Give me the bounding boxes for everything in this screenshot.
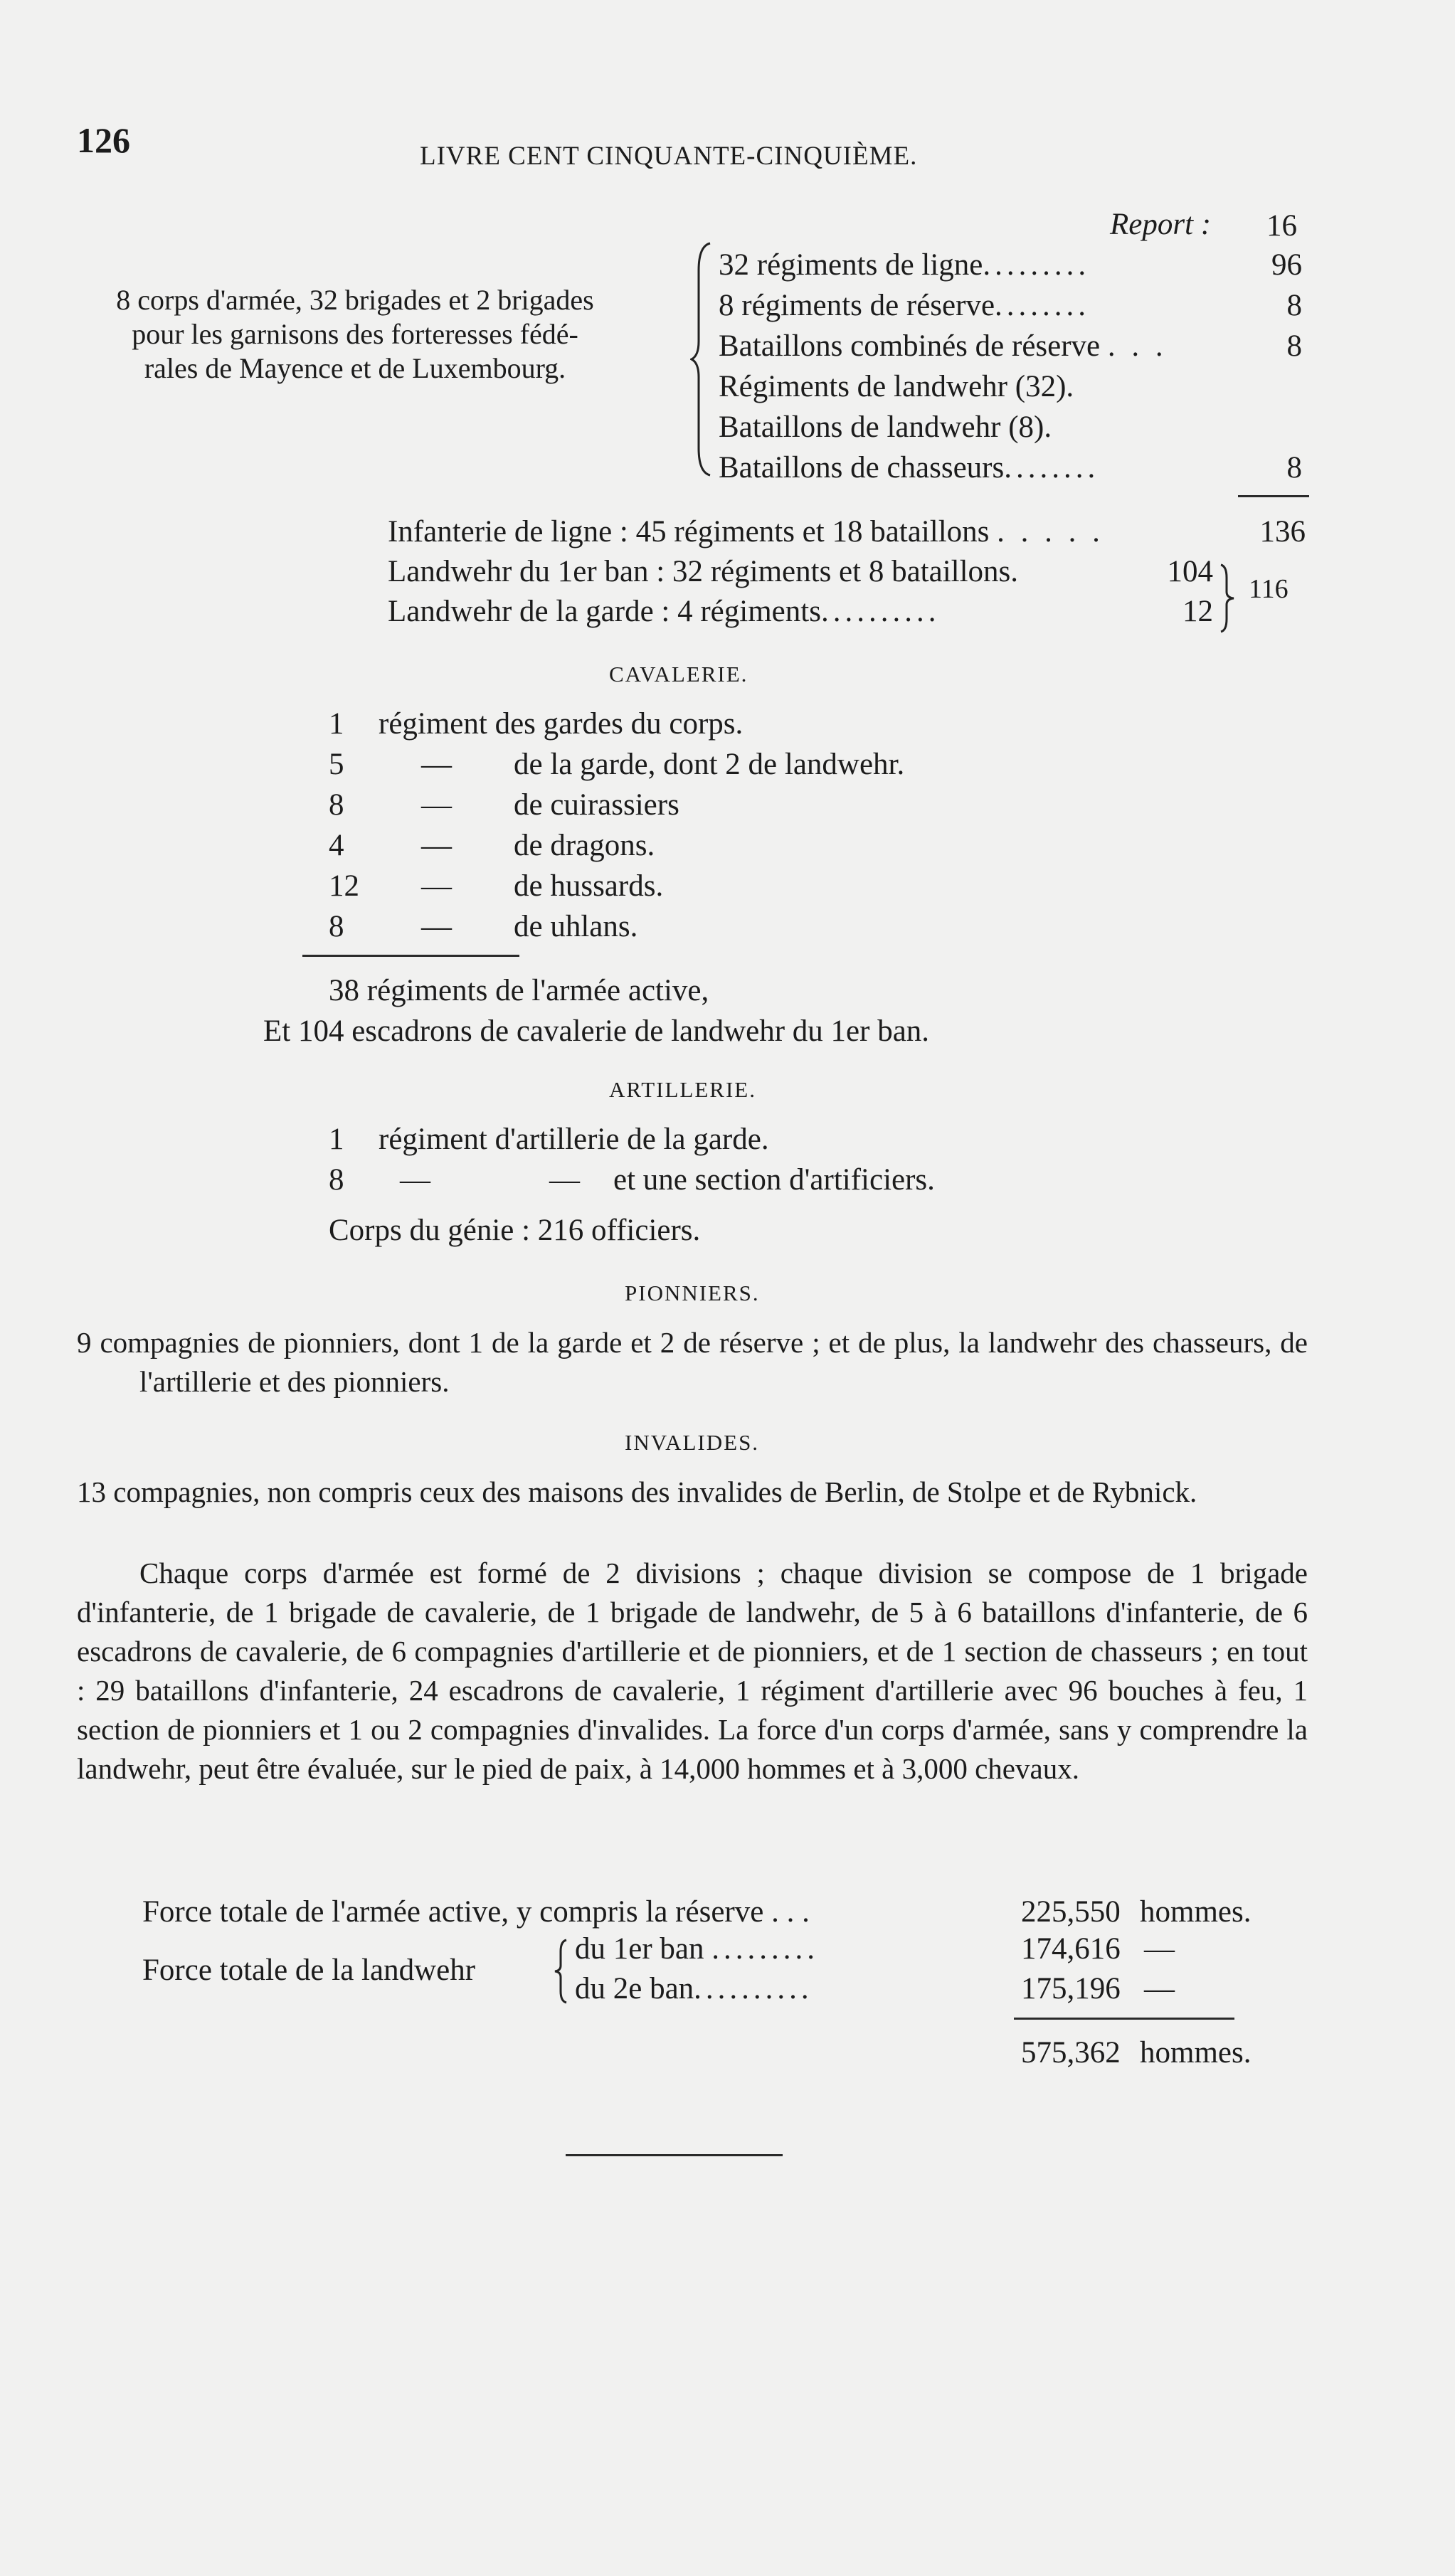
cav-row-6-text: de uhlans. [514,910,638,943]
art-row-1 [329,1120,769,1160]
invalides-heading: INVALIDES. [625,1430,760,1455]
ban1-dash: — [1144,1932,1175,1966]
cav-row-4-text: de dragons. [514,829,655,862]
corps-item-2: 8 régiments de réserve........ [719,289,1091,322]
infantry-brace-icon [1218,563,1237,633]
cavalerie-rule [302,955,519,957]
ban2-value: 175,196 [1021,1972,1121,2005]
corps-item-1-value: 96 [1271,248,1302,282]
cav-row-1-text: régiment des gardes du corps. [379,707,744,741]
running-title: LIVRE CENT CINQUANTE-CINQUIÈME. [420,142,918,171]
cav-row-2-text: de la garde, dont 2 de landwehr. [514,748,905,781]
cav-row-3 [329,785,679,825]
pionniers-text: 9 compagnies de pionniers, dont 1 de la garde et 2 de réserve ; et de plus, la landwehr des chasseurs, de l'artillerie et des pionniers. [77,1326,1308,1398]
cav-row-4-dash: — [421,829,452,862]
infantry-line-1-value: 136 [1259,515,1306,548]
invalides-text: 13 compagnies, non compris ceux des maisons des invalides de Berlin, de Stolpe et de Rybnick. [77,1475,1197,1508]
cav-row-6 [329,907,637,947]
force-landwehr-label: Force totale de la landwehr [142,1954,476,1987]
infantry-line-2: Landwehr du 1er ban : 32 régiments et 8 bataillons. [388,555,1019,588]
corps-item-1: 32 régiments de ligne......... [719,248,1091,282]
landwehr-brace-icon [554,1939,569,2004]
corps-item-3-value: 8 [1286,329,1302,363]
cav-row-6-dash: — [421,910,452,943]
report-value: 16 [1266,209,1297,243]
art-row-2-dash-1: — [400,1163,430,1197]
cavalerie-total-1: 38 régiments de l'armée active, [329,974,709,1007]
force-total-rule [1014,2018,1234,2020]
infantry-line-3-value: 12 [1182,595,1213,628]
corps-item-4: Régiments de landwehr (32). [719,370,1074,403]
cav-row-5-num: 12 [329,869,359,903]
ban2-dash: — [1144,1972,1175,2005]
corps-left-line-2: pour les garnisons des forteresses fédé- [132,318,578,350]
infantry-line-2-value: 104 [1167,555,1213,588]
ban1-value: 174,616 [1021,1932,1121,1966]
ban2-row: du 2e ban.......... [575,1972,813,2005]
artillerie-heading: ARTILLERIE. [609,1077,756,1102]
cavalerie-heading: CAVALERIE. [609,662,748,687]
corps-brace-icon [690,242,714,477]
cav-row-4 [329,826,655,866]
corps-item-6-value: 8 [1286,451,1302,484]
cav-row-2-dash: — [421,748,452,781]
cav-row-5 [329,866,663,906]
cav-row-3-num: 8 [329,788,344,822]
corps-item-2-value: 8 [1286,289,1302,322]
force-active-label: Force totale de l'armée active, y compris la réserve . . . [142,1895,810,1929]
art-row-2-text: et une section d'artificiers. [613,1163,935,1197]
cav-row-2 [329,745,904,785]
art-row-1-num: 1 [329,1123,344,1156]
end-rule [566,2154,783,2156]
cav-row-5-text: de hussards. [514,869,664,903]
ban1-row: du 1er ban ......... [575,1932,819,1966]
corps-total-rule [1238,495,1309,497]
cav-row-1 [329,704,743,744]
corps-left-text [53,283,657,386]
cav-row-1-num: 1 [329,707,344,741]
cav-row-5-dash: — [421,869,452,903]
force-total-value: 575,362 [1021,2036,1121,2069]
art-row-2-dash-2: — [549,1163,580,1197]
cav-row-2-num: 5 [329,748,344,781]
infantry-brace-total: 116 [1249,574,1289,604]
corps-item-3: Bataillons combinés de réserve . . . [719,329,1168,363]
corps-item-6: Bataillons de chasseurs........ [719,451,1100,484]
cav-row-3-text: de cuirassiers [514,788,679,822]
cav-row-6-num: 8 [329,910,344,943]
division-paragraph: Chaque corps d'armée est formé de 2 divisions ; chaque division se compose de 1 brigade d'infanterie, de 1 brigade de cavalerie, de 1 brigade de landwehr, de 5 à 6 bataillons d'infanterie, de 6 escadrons de cavalerie, de 6 compagnies d'artillerie et de pionniers, et de 1 section de chasseurs ; en tout : 29 bataillons d'infanterie, 24 escadrons de cavalerie, 1 régiment d'artillerie avec 96 bouches à feu, 1 section de pionniers et 1 ou 2 compagnies d'invalides. La force d'un corps d'armée, sans y comprendre la landwehr, peut être évaluée, sur le pied de paix, à 14,000 hommes et à 3,000 chevaux. [77,1557,1308,1785]
cav-row-4-num: 4 [329,829,344,862]
corps-left-line-3: rales de Mayence et de Luxembourg. [144,352,566,384]
force-active-unit: hommes. [1140,1895,1252,1929]
art-row-2-num: 8 [329,1163,344,1197]
cavalerie-total-2: Et 104 escadrons de cavalerie de landwehr du 1er ban. [263,1014,930,1048]
art-row-2 [329,1160,935,1200]
corps-item-5: Bataillons de landwehr (8). [719,410,1052,444]
force-active-value: 225,550 [1021,1895,1121,1929]
force-total-unit: hommes. [1140,2036,1252,2069]
genie-line: Corps du génie : 216 officiers. [329,1214,701,1247]
report-label: Report : [1110,208,1212,241]
page-number: 126 [77,120,130,160]
pionniers-heading: PIONNIERS. [625,1281,760,1305]
cav-row-3-dash: — [421,788,452,822]
infantry-line-3: Landwehr de la garde : 4 régiments.......... [388,595,941,628]
art-row-1-text: régiment d'artillerie de la garde. [379,1123,769,1156]
infantry-line-1: Infanterie de ligne : 45 régiments et 18 bataillons . . . . . [388,515,1104,548]
corps-left-line-1: 8 corps d'armée, 32 brigades et 2 brigades [116,284,594,316]
